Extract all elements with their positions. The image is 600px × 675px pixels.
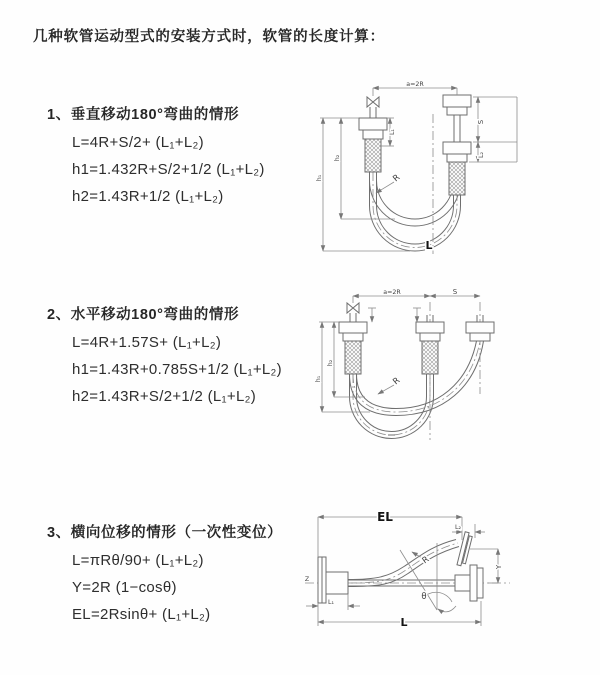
dim-label-l: L: [425, 239, 433, 252]
dim-label-a2r: a=2R: [383, 289, 401, 296]
dim-label-h1: h₁: [315, 375, 322, 383]
dim-label-h2: h₂: [327, 359, 334, 367]
hose-bend-curves: [350, 341, 484, 439]
hose-s-curve: [348, 540, 459, 587]
dim-label-r: R: [391, 172, 403, 185]
angle-construction: [400, 543, 456, 612]
braid-section: [422, 341, 438, 374]
section-horizontal-180: [47, 306, 282, 406]
formula-line: h1=1.43R+0.785S+1/2 (L₁+L₂): [72, 361, 282, 378]
dim-label-s: S: [477, 119, 485, 125]
dim-label-l1: L₁: [327, 599, 335, 606]
left-pipe-assembly: [359, 97, 387, 172]
dimension-lines: [320, 88, 517, 251]
diagram-horizontal-180: [308, 282, 520, 450]
dim-label-r: R: [391, 375, 403, 388]
formula-line: Y=2R (1−cosθ): [72, 579, 177, 596]
dim-label-h2: h₂: [334, 154, 341, 162]
formula-line: L=4R+S/2+ (L₁+L₂): [72, 134, 204, 151]
dim-label-theta: θ: [421, 592, 427, 602]
dim-label-y: Y: [495, 564, 503, 570]
dim-label-r: R: [420, 554, 432, 567]
left-pipe-assembly: [339, 303, 367, 374]
right-pipe-assembly: [466, 315, 494, 341]
dim-label-l2: L₂: [478, 151, 485, 159]
diagram-vertical-180: [312, 66, 572, 264]
page-title: 几种软管运动型式的安装方式时，软管的长度计算：: [33, 29, 385, 45]
dim-label-a2r: a=2R: [406, 81, 424, 88]
dim-label-l: L: [400, 616, 408, 629]
left-flange-assembly: [318, 557, 348, 603]
section-vertical-180: [47, 106, 265, 206]
formula-line: h2=1.43R+S/2+1/2 (L₁+L₂): [72, 388, 257, 405]
diagram-lateral-displacement: [298, 502, 598, 652]
formula-line: EL=2Rsinθ+ (L₁+L₂): [72, 606, 211, 623]
formula-line: h2=1.43R+1/2 (L₁+L₂): [72, 188, 224, 205]
valve-icon: [367, 97, 379, 107]
section-heading: 1、垂直移动180°弯曲的情形: [47, 107, 240, 123]
section-lateral-displacement: [47, 524, 282, 624]
dim-label-l2: L₂: [454, 524, 462, 531]
hose-bend-curves: [370, 162, 461, 251]
formula-line: L=πRθ/90+ (L₁+L₂): [72, 552, 204, 569]
dim-label-l1: L₁: [389, 128, 396, 136]
section-heading: 3、横向位移的情形（一次性变位）: [47, 525, 283, 541]
braid-section: [345, 341, 361, 374]
middle-pipe-assembly: [416, 315, 444, 374]
dim-label-el: EL: [377, 510, 393, 524]
dim-label-s: S: [452, 288, 458, 296]
right-pipe-assembly: [443, 95, 471, 195]
valve-icon: [347, 303, 359, 313]
formula-line: h1=1.432R+S/2+1/2 (L₁+L₂): [72, 161, 265, 178]
braid-section: [365, 139, 381, 172]
formula-line: L=4R+1.57S+ (L₁+L₂): [72, 334, 222, 351]
section-heading: 2、水平移动180°弯曲的情形: [47, 307, 240, 323]
dim-label-h1: h₁: [316, 174, 323, 182]
centerline-z-mark: Z: [304, 576, 310, 583]
braid-section: [449, 162, 465, 195]
